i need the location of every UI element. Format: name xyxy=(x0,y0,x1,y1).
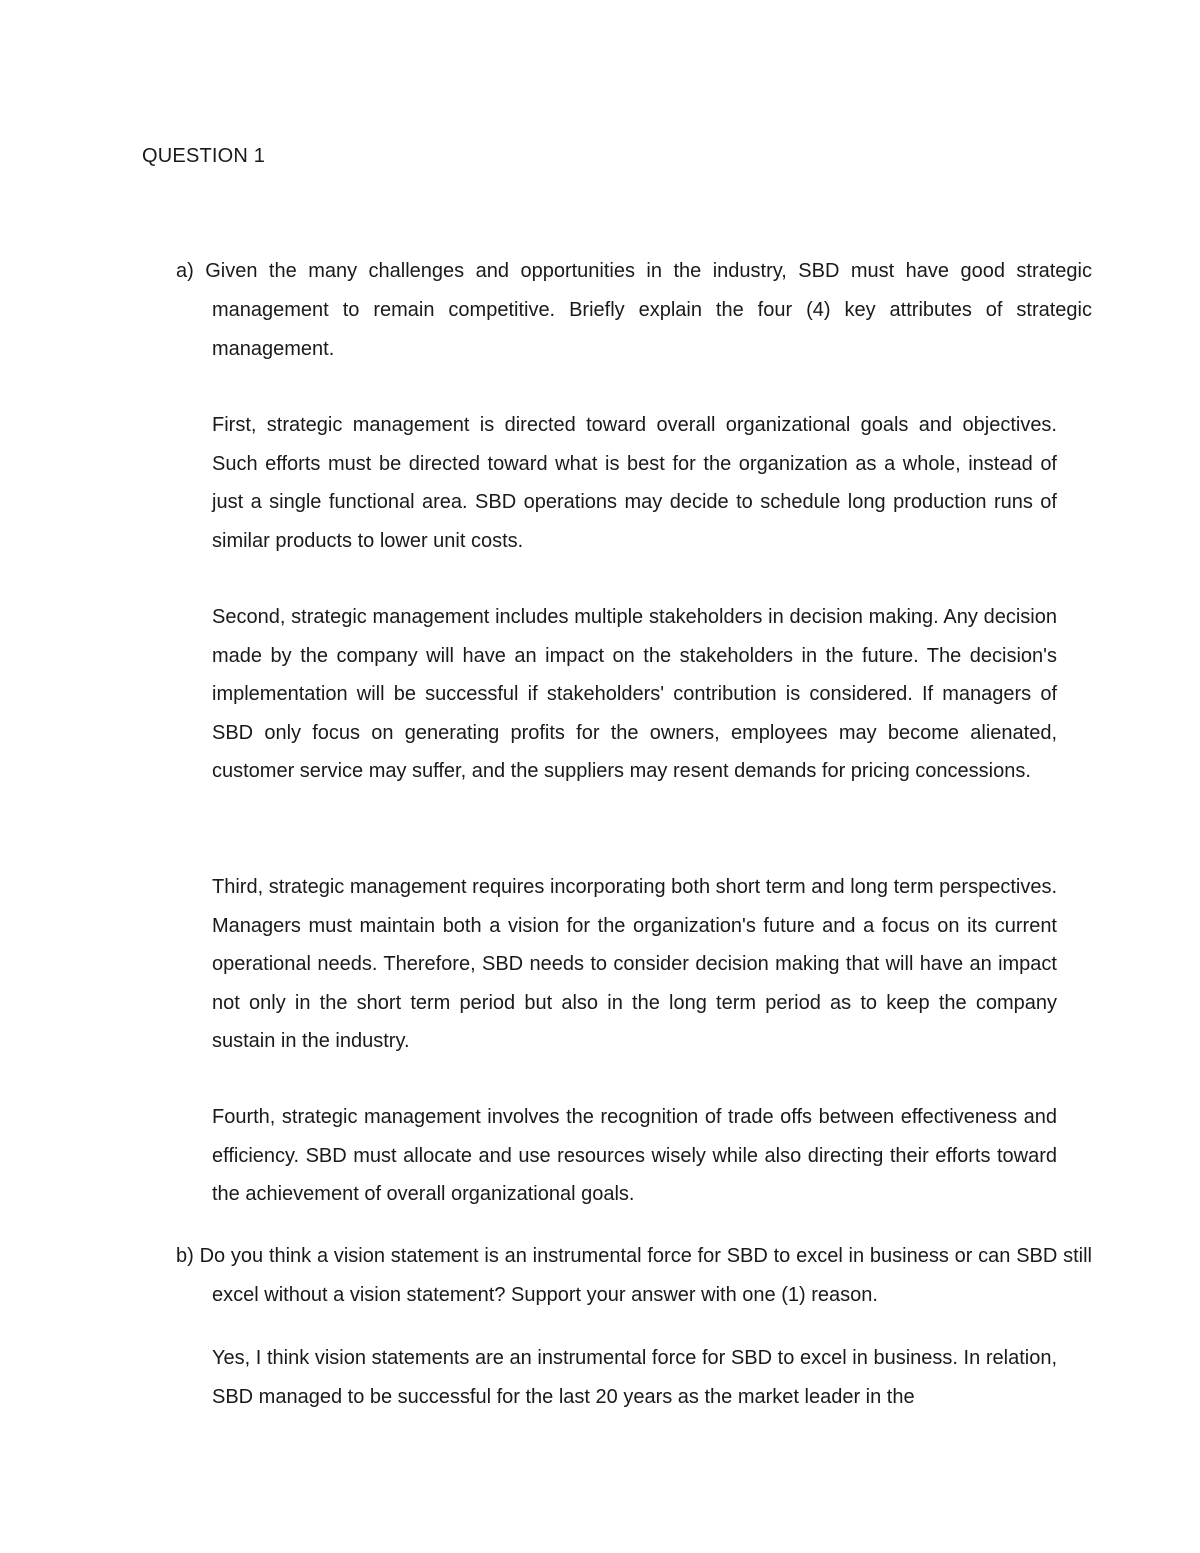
question-b: b) Do you think a vision statement is an instrumental force for SBD to excel in business or can SBD still excel without a vision statement? Support your answer with one (1) reason. xyxy=(176,1245,1092,1306)
question-a: a) Given the many challenges and opportunities in the industry, SBD must have good strategic management to remain competitive. Briefly explain the four (4) key attributes of strategic management. xyxy=(176,260,1092,360)
document-title: QUESTION 1 xyxy=(142,145,266,167)
answer-a-paragraph-3: Third, strategic management requires incorporating both short term and long term perspectives. Managers must maintain both a vision for the organization's future and a focus on its current operational needs. Therefore, SBD needs to consider decision making that will have an impact not only in the short term period but also in the long term period as to keep the company sustain in the industry. xyxy=(212,876,1057,1053)
answer-a-paragraph-4: Fourth, strategic management involves the recognition of trade offs between effectiveness and efficiency. SBD must allocate and use resources wisely while also directing their efforts toward the achievement of overall organizational goals. xyxy=(212,1106,1057,1206)
answer-b-paragraph: Yes, I think vision statements are an instrumental force for SBD to excel in business. In relation, SBD managed to be successful for the last 20 years as the market leader in the xyxy=(212,1347,1057,1408)
answer-a-paragraph-1: First, strategic management is directed toward overall organizational goals and objectives. Such efforts must be directed toward what is best for the organization as a whole, instead of just a single functional area. SBD operations may decide to schedule long production runs of similar products to lower unit costs. xyxy=(212,414,1057,552)
answer-a-paragraph-2: Second, strategic management includes multiple stakeholders in decision making. Any decision made by the company will have an impact on the stakeholders in the future. The decision's implementation will be successful if stakeholders' contribution is considered. If managers of SBD only focus on generating profits for the owners, employees may become alienated, customer service may suffer, and the suppliers may resent demands for pricing concessions. xyxy=(212,606,1057,783)
